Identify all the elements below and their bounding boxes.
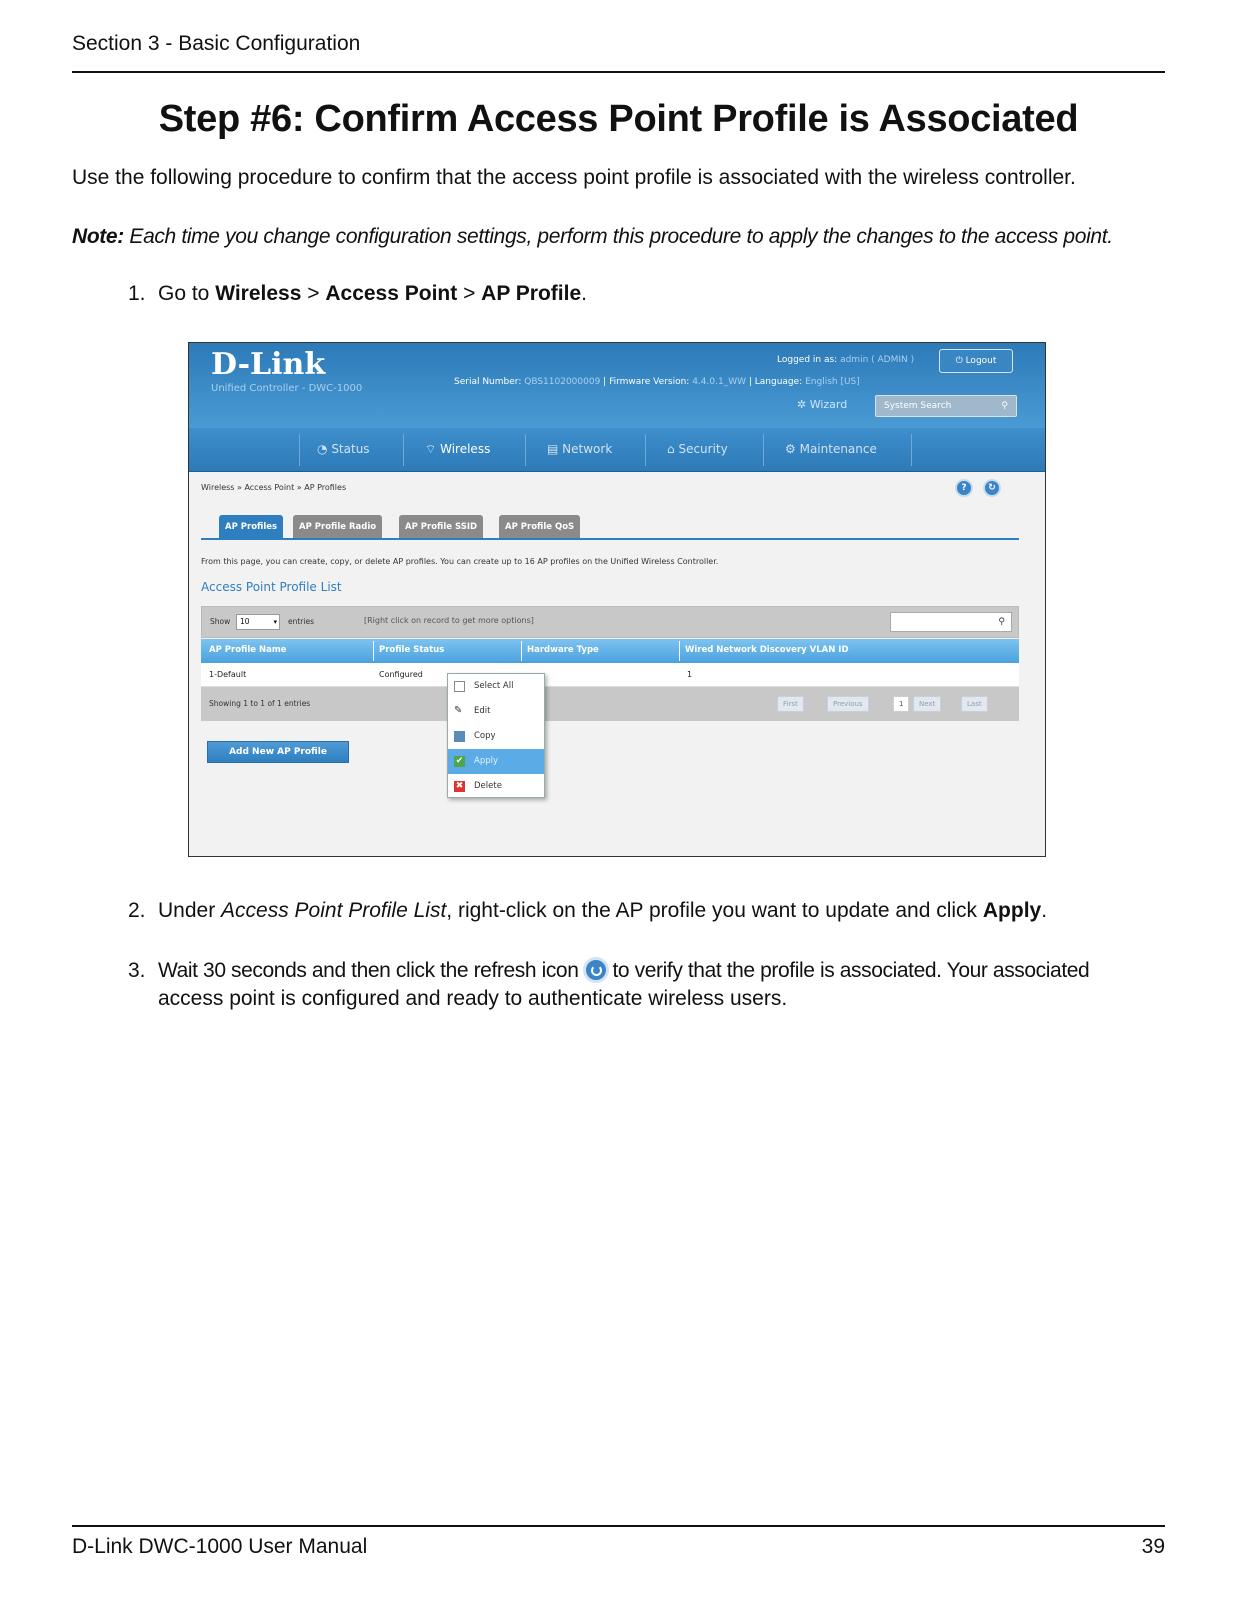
show-label: Show (210, 617, 231, 626)
note-text (72, 225, 1113, 249)
nav-network-label: Network (562, 442, 613, 456)
ctx-edit[interactable] (448, 699, 544, 724)
ctx-edit-label: Edit (474, 706, 491, 716)
serial-label: Serial Number: (454, 377, 522, 387)
checkbox-icon (454, 681, 465, 692)
entries-label: entries (288, 617, 314, 626)
search-icon: ⚲ (998, 617, 1005, 627)
cell-profile-name: 1-Default (209, 670, 247, 679)
step-2-post: . (1041, 899, 1048, 922)
step-1-access-point: Access Point (325, 282, 458, 305)
language-value[interactable]: English [US] (805, 377, 860, 387)
note-body: Each time you change configuration settings, perform this procedure to apply the changes to the access point. (123, 225, 1113, 248)
nav-separator (299, 434, 300, 466)
page-description: From this page, you can create, copy, or delete AP profiles. You can create up to 16 AP profiles on the Unified Wireless Controller. (201, 557, 719, 566)
nav-separator (763, 434, 764, 466)
ctx-apply[interactable] (448, 749, 544, 774)
ctx-apply-label: Apply (474, 756, 498, 766)
tab-ap-profile-ssid[interactable]: AP Profile SSID (399, 515, 483, 539)
tab-ap-profile-radio[interactable]: AP Profile Radio (293, 515, 382, 539)
list-title: Access Point Profile List (201, 580, 342, 594)
delete-icon: ✖ (455, 781, 464, 791)
nav-security[interactable] (667, 442, 728, 456)
gear-icon: ⚙ (785, 442, 796, 456)
step-1-post: . (581, 282, 587, 305)
help-icon[interactable]: ? (955, 479, 973, 497)
nav-status-label: Status (331, 442, 370, 456)
table-search-input[interactable] (890, 612, 1012, 632)
logo-subtitle: Unified Controller - DWC-1000 (211, 383, 363, 394)
breadcrumb: Wireless » Access Point » AP Profiles (201, 483, 347, 492)
serial-value: QBS1102000009 (524, 377, 601, 387)
main-nav (189, 428, 1045, 472)
step-2-list-name: Access Point Profile List (221, 899, 447, 922)
table-row[interactable] (201, 663, 1019, 687)
add-ap-profile-button[interactable]: Add New AP Profile (207, 741, 349, 763)
page-title: Step #6: Confirm Access Point Profile is Associated (158, 98, 1079, 140)
nav-maintenance[interactable] (785, 442, 877, 456)
table-toolbar (201, 606, 1019, 638)
logout-label: Logout (965, 356, 997, 366)
step-2-apply: Apply (982, 899, 1042, 922)
step-1 (128, 282, 587, 306)
pager-last[interactable]: Last (961, 696, 988, 712)
system-search-input[interactable] (875, 395, 1017, 417)
nav-wireless-label: Wireless (440, 442, 491, 456)
step-1-sep1: > (301, 282, 326, 305)
col-vlan-id[interactable]: Wired Network Discovery VLAN ID (685, 645, 849, 655)
ctx-copy-label: Copy (474, 731, 496, 741)
step-2-mid: , right-click on the AP profile you want to update and click (446, 899, 983, 922)
nav-separator (403, 434, 404, 466)
logged-value: admin ( ADMIN ) (840, 355, 915, 365)
col-ap-profile-name[interactable]: AP Profile Name (209, 645, 287, 655)
refresh-icon[interactable]: ↻ (983, 479, 1001, 497)
pager-first[interactable]: First (777, 696, 804, 712)
copy-icon (454, 731, 465, 742)
column-separator (679, 641, 680, 661)
search-icon: ⚲ (1001, 401, 1008, 411)
column-separator (373, 641, 374, 661)
ctx-copy[interactable] (448, 724, 544, 749)
ctx-delete-label: Delete (474, 781, 502, 791)
wifi-icon: ⌔ (425, 442, 437, 456)
nav-network[interactable] (547, 442, 612, 456)
search-placeholder: System Search (884, 401, 952, 411)
page-number: 39 (1141, 1535, 1165, 1558)
header-rule (72, 71, 1165, 73)
step-3-post: to verify that the profile is associated. Your associated (612, 959, 1090, 982)
cell-profile-status: Configured (379, 670, 423, 679)
logged-in-info (777, 355, 914, 365)
firmware-label: Firmware Version: (609, 377, 690, 387)
section-header: Section 3 - Basic Configuration (72, 32, 361, 55)
tab-ap-profiles[interactable]: AP Profiles (219, 515, 283, 539)
firmware-value: 4.4.0.1_WW (692, 377, 746, 387)
nav-separator (525, 434, 526, 466)
tab-underline (201, 538, 1019, 540)
step-1-pre: Go to (158, 282, 216, 305)
nav-maintenance-label: Maintenance (799, 442, 877, 456)
step-3-pre: Wait 30 seconds and then click the refresh icon (158, 959, 579, 982)
ap-profile-screenshot (188, 342, 1046, 857)
nav-status[interactable] (317, 442, 370, 456)
column-separator (521, 641, 522, 661)
table-header (201, 639, 1019, 663)
serial-info: Serial Number: QBS1102000009 | Firmware Version: 4.4.0.1_WW | Language: English [US] (454, 377, 860, 387)
step-3-line2: access point is configured and ready to authenticate wireless users. (158, 987, 788, 1010)
language-label: Language: (754, 377, 803, 387)
intro-text: Use the following procedure to confirm that the access point profile is associated with the wireless controller. (72, 166, 1076, 189)
step-1-sep2: > (457, 282, 482, 305)
pager-next[interactable]: Next (913, 696, 941, 712)
checkmark-icon: ✔ (455, 756, 464, 766)
nav-wireless[interactable] (425, 442, 490, 457)
ctx-select-all[interactable] (448, 674, 544, 699)
showing-entries: Showing 1 to 1 of 1 entries (209, 699, 311, 708)
tab-ap-profile-qos[interactable]: AP Profile QoS (499, 515, 580, 539)
network-icon: ▤ (547, 442, 559, 456)
step-1-number: 1. (128, 282, 146, 305)
footer-manual: D-Link DWC-1000 User Manual (72, 1535, 368, 1558)
step-3 (128, 957, 1089, 983)
right-click-hint: [Right click on record to get more options] (364, 616, 534, 625)
dlink-logo: D-Link (211, 347, 326, 382)
nav-security-label: Security (678, 442, 728, 456)
logout-button[interactable]: ⏻ Logout (939, 349, 1013, 373)
step-2-pre: Under (158, 899, 222, 922)
cell-vlan-id: 1 (687, 670, 693, 679)
entries-select[interactable] (236, 614, 280, 630)
pager-current[interactable]: 1 (893, 696, 909, 712)
refresh-icon (583, 957, 609, 983)
step-1-ap-profile: AP Profile (481, 282, 582, 305)
app-banner (189, 343, 1045, 428)
step-2-number: 2. (128, 899, 146, 922)
entries-value: 10 (240, 617, 250, 626)
pager-previous[interactable]: Previous (827, 696, 869, 712)
context-menu (447, 673, 545, 798)
step-2 (128, 899, 1047, 923)
col-profile-status[interactable]: Profile Status (379, 645, 445, 655)
note-label: Note: (72, 225, 124, 248)
footer-rule (72, 1525, 1165, 1527)
logged-label: Logged in as: (777, 355, 838, 365)
wizard-label: Wizard (809, 398, 848, 411)
lock-icon: ⌂ (667, 442, 675, 456)
nav-separator (911, 434, 912, 466)
nav-separator (645, 434, 646, 466)
table-footer (201, 687, 1019, 721)
step-3-number: 3. (128, 959, 146, 982)
ctx-select-all-label: Select All (474, 681, 514, 691)
pencil-icon: ✎ (454, 705, 463, 716)
col-hardware-type[interactable]: Hardware Type (527, 645, 599, 655)
step-1-wireless: Wireless (215, 282, 302, 305)
ctx-delete[interactable] (448, 774, 544, 799)
gauge-icon: ◔ (317, 442, 328, 456)
chevron-down-icon: ▾ (273, 618, 277, 626)
wizard-link[interactable]: ✲ Wizard (797, 398, 848, 411)
